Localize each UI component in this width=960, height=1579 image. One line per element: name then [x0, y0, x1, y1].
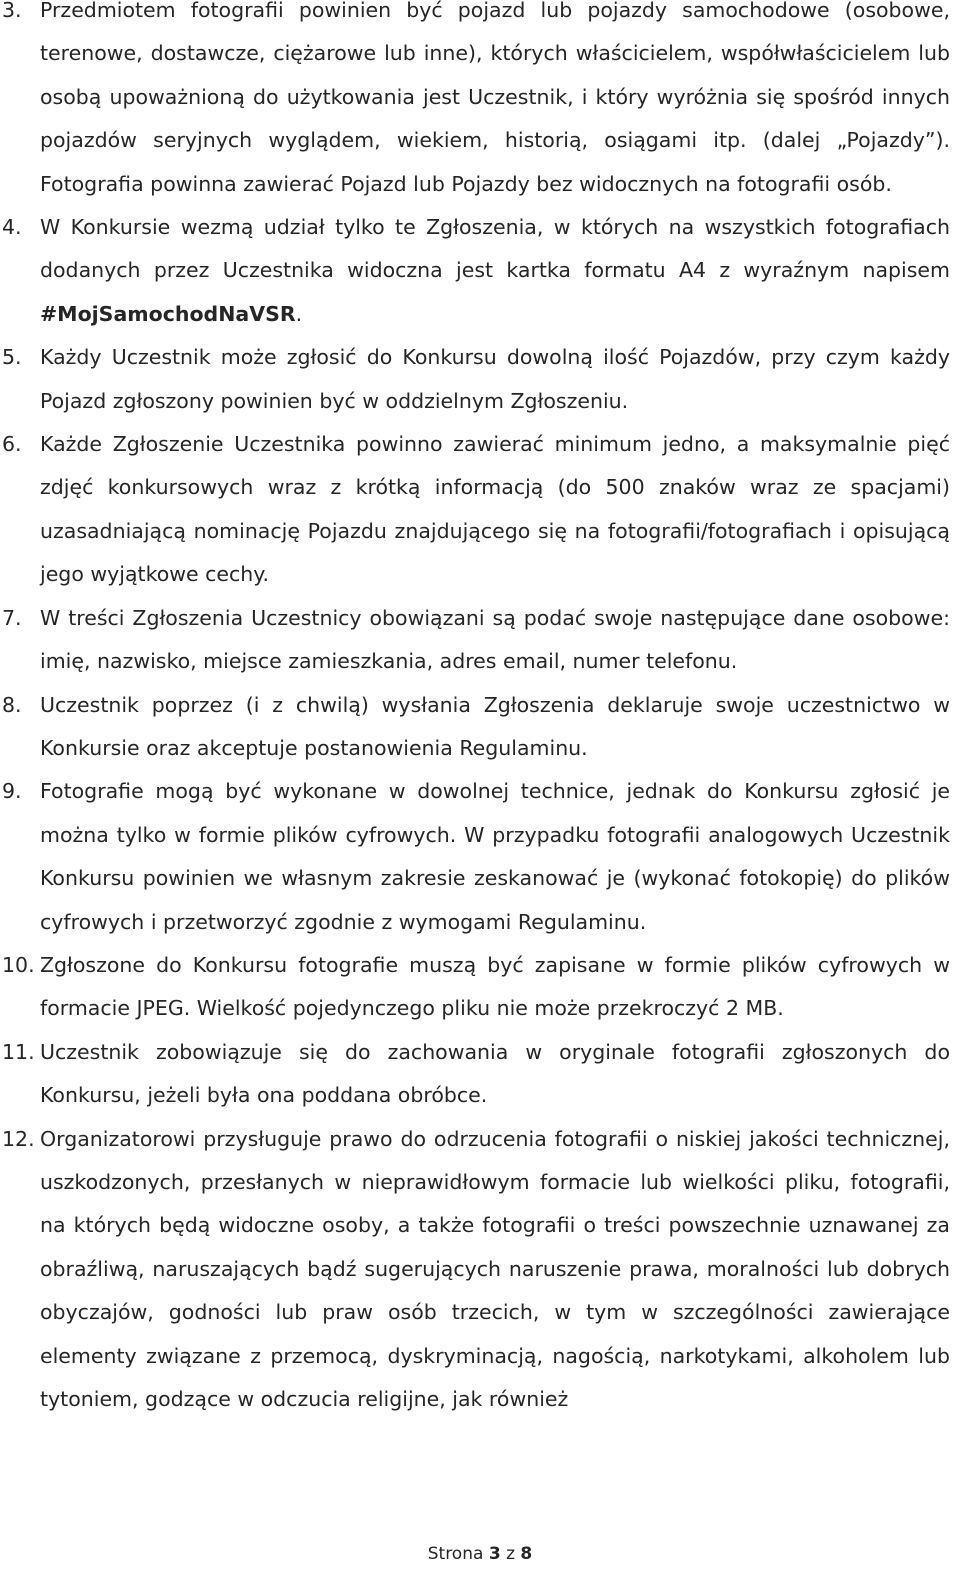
item-text-after: .	[295, 301, 303, 326]
item-number: 12.	[2, 1126, 35, 1151]
item-text: W treści Zgłoszenia Uczestnicy obowiązani są podać swoje następujące dane osobowe: imię, nazwisko, miejsce zamieszkania, adres email, numer telefonu.	[40, 605, 950, 674]
page-footer	[0, 1544, 960, 1564]
footer-separator: z	[506, 1544, 515, 1564]
item-text-main: W Konkursie wezmą udział tylko te Zgłoszenia, w których na wszystkich fotografiach dodanych przez Uczestnika widoczna jest kartka formatu A4 z wyraźnym napisem	[40, 215, 950, 283]
item-number: 7.	[2, 605, 22, 630]
item-text: Każde Zgłoszenie Uczestnika powinno zawierać minimum jedno, a maksymalnie pięć zdjęć konkursowych wraz z krótką informacją (do 500 znaków wraz ze spacjami) uzasadniającą nominację Pojazdu znajdującego się na fotografii/fotografiach i opisującą jego wyjątkowe cechy.	[40, 432, 950, 587]
item-number: 4.	[2, 215, 22, 240]
item-number: 10.	[2, 952, 35, 977]
item-text: Każdy Uczestnik może zgłosić do Konkursu dowolną ilość Pojazdów, przy czym każdy Pojazd zgłoszony powinien być w oddzielnym Zgłoszeniu.	[40, 345, 950, 413]
list-item	[0, 336, 960, 423]
item-text	[40, 206, 950, 336]
list-item	[0, 597, 960, 684]
list-item	[0, 0, 960, 206]
item-number: 5.	[2, 345, 22, 370]
list-item	[0, 684, 960, 771]
list-item	[0, 423, 960, 597]
item-text: Uczestnik zobowiązuje się do zachowania w oryginale fotografii zgłoszonych do Konkursu, jeżeli była ona poddana obróbce.	[40, 1039, 950, 1108]
list-item	[0, 206, 960, 336]
item-number: 8.	[2, 692, 22, 717]
footer-page-total: 8	[520, 1544, 533, 1564]
item-text: Fotografie mogą być wykonane w dowolnej technice, jednak do Konkursu zgłosić je można tylko w formie plików cyfrowych. W przypadku fotografii analogowych Uczestnik Konkursu powinien we własnym zakresie zeskanować je (wykonać fotokopię) do plików cyfrowych i przetworzyć zgodnie z wymogami Regulaminu.	[40, 779, 950, 934]
footer-prefix: Strona	[427, 1544, 484, 1564]
item-text: Organizatorowi przysługuje prawo do odrzucenia fotografii o niskiej jakości technicznej, uszkodzonych, przesłanych w nieprawidłowym formacie lub wielkości pliku, fotografii, na których będą widoczne osoby, a także fotografii o treści powszechnie uznawanej za obraźliwą, naruszających bądź sugerujących naruszenie prawa, moralności lub dobrych obyczajów, godności lub praw osób trzecich, w tym w szczególności zawierające elementy związane z przemocą, dyskryminacją, nagością, narkotykami, alkoholem lub tytoniem, godzące w odczucia religijne, jak również	[40, 1126, 950, 1411]
item-text: Uczestnik poprzez (i z chwilą) wysłania Zgłoszenia deklaruje swoje uczestnictwo w Konkursie oraz akceptuje postanowienia Regulaminu.	[40, 692, 950, 760]
item-text: Przedmiotem fotografii powinien być pojazd lub pojazdy samochodowe (osobowe, terenowe, dostawcze, ciężarowe lub inne), których właścicielem, współwłaścicielem lub osobą upoważnioną do użytkowania jest Uczestnik, i który wyróżnia się spośród innych pojazdów seryjnych wyglądem, wiekiem, historią, osiągami itp. (dalej „Pojazdy”). Fotografia powinna zawierać Pojazd lub Pojazdy bez widocznych na fotografii osób.	[40, 0, 950, 196]
item-number: 11.	[2, 1039, 35, 1064]
footer-page-number: 3	[488, 1544, 501, 1564]
list-item	[0, 1031, 960, 1118]
list-item	[0, 1118, 960, 1422]
hashtag: #MojSamochodNaVSR	[40, 301, 296, 326]
list-item	[0, 770, 960, 944]
list-item	[0, 944, 960, 1031]
item-number: 9.	[2, 779, 22, 804]
item-number: 6.	[2, 432, 22, 457]
item-text: Zgłoszone do Konkursu fotografie muszą być zapisane w formie plików cyfrowych w formacie JPEG. Wielkość pojedynczego pliku nie może przekroczyć 2 MB.	[40, 952, 950, 1021]
item-number: 3.	[2, 0, 22, 22]
